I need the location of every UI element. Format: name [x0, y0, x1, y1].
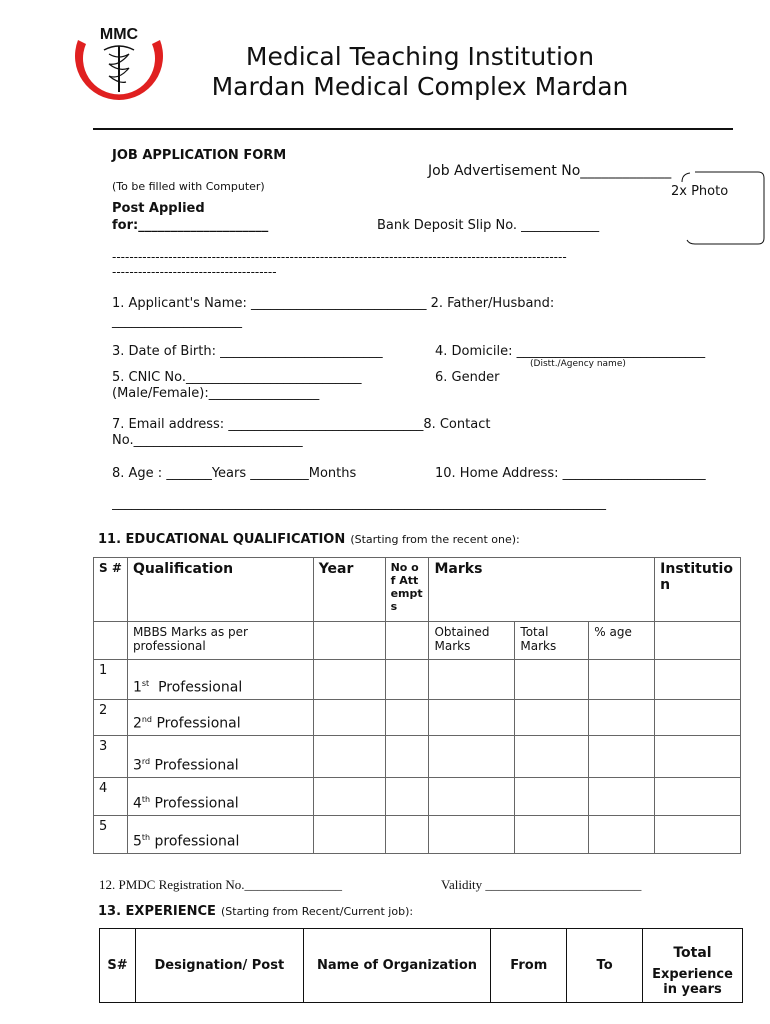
- experience-heading: 13. EXPERIENCE (Starting from Recent/Current job):: [98, 904, 414, 919]
- table-row: 2 2nd Professional: [94, 700, 741, 736]
- domicile-note: (Distt./Agency name): [530, 359, 626, 369]
- gender-field[interactable]: (Male/Female):_________________: [112, 386, 320, 401]
- gender-label: 6. Gender: [435, 370, 500, 385]
- exp-col-total: Total Experience in years: [642, 929, 742, 1003]
- home-address-field[interactable]: 10. Home Address: ______________________: [435, 466, 706, 481]
- photo-label: 2x Photo: [671, 184, 729, 199]
- home-address-cont[interactable]: ____________________________________________________________________________: [112, 496, 606, 511]
- total-marks-header: Total Marks: [515, 622, 589, 660]
- dob-field[interactable]: 3. Date of Birth: _________________________: [112, 344, 383, 359]
- job-advertisement-field[interactable]: Job Advertisement No_____________: [428, 163, 672, 179]
- education-table: [93, 557, 741, 854]
- exp-col-from: From: [491, 929, 567, 1003]
- header-line2: Mardan Medical Complex Mardan: [211, 72, 629, 101]
- mmc-logo: [64, 22, 174, 110]
- table-row: 1 1st Professional: [94, 660, 741, 700]
- exp-col-org: Name of Organization: [303, 929, 491, 1003]
- header-divider: [93, 128, 733, 130]
- bank-slip-field[interactable]: Bank Deposit Slip No. ____________: [377, 218, 600, 233]
- table-row: 5 5th professional: [94, 816, 741, 854]
- mbbs-subheader: MBBS Marks as per professional: [127, 622, 313, 660]
- domicile-field[interactable]: 4. Domicile: _____________________________: [435, 344, 706, 359]
- education-heading: 11. EDUCATIONAL QUALIFICATION (Starting from the recent one):: [98, 532, 520, 547]
- col-year: Year: [313, 558, 385, 622]
- table-row: 3 3rd Professional: [94, 736, 741, 778]
- email-field[interactable]: 7. Email address: ______________________________8. Contact: [112, 417, 491, 432]
- logo-text: MMC: [99, 26, 139, 43]
- col-marks: Marks: [429, 558, 655, 622]
- col-sno: S #: [94, 558, 128, 622]
- age-field[interactable]: 8. Age : _______Years _________Months: [112, 466, 357, 481]
- col-qualification: Qualification: [127, 558, 313, 622]
- exp-col-designation: Designation/ Post: [135, 929, 303, 1003]
- obtained-marks-header: Obtained Marks: [429, 622, 515, 660]
- col-attempts: No of Attempts: [385, 558, 429, 622]
- post-applied-field[interactable]: for:____________________: [112, 218, 269, 233]
- separator-dashes-1: ---------------------------------------------------------------------------------------------------------: [112, 250, 567, 264]
- header-line1: Medical Teaching Institution: [245, 42, 595, 71]
- cnic-field[interactable]: 5. CNIC No.___________________________: [112, 370, 362, 385]
- father-husband-field[interactable]: ____________________: [112, 314, 242, 329]
- pmdc-validity-field[interactable]: Validity ________________________: [441, 877, 642, 892]
- separator-dashes-2: --------------------------------------: [112, 265, 277, 279]
- table-row: 4 4th Professional: [94, 778, 741, 816]
- contact-field[interactable]: No.__________________________: [112, 433, 303, 448]
- col-institution: Institution: [655, 558, 741, 622]
- fill-note: (To be filled with Computer): [112, 180, 265, 193]
- pmdc-registration-field[interactable]: 12. PMDC Registration No._______________: [99, 877, 343, 892]
- photo-box[interactable]: [680, 170, 765, 246]
- percent-header: % age: [589, 622, 655, 660]
- exp-col-sno: S#: [100, 929, 136, 1003]
- form-title: JOB APPLICATION FORM: [112, 148, 287, 163]
- post-applied-label: Post Applied: [112, 201, 205, 216]
- experience-table: [99, 928, 743, 1003]
- exp-col-to: To: [567, 929, 643, 1003]
- applicant-name-field[interactable]: 1. Applicant's Name: ___________________________ 2. Father/Husband:: [112, 296, 555, 311]
